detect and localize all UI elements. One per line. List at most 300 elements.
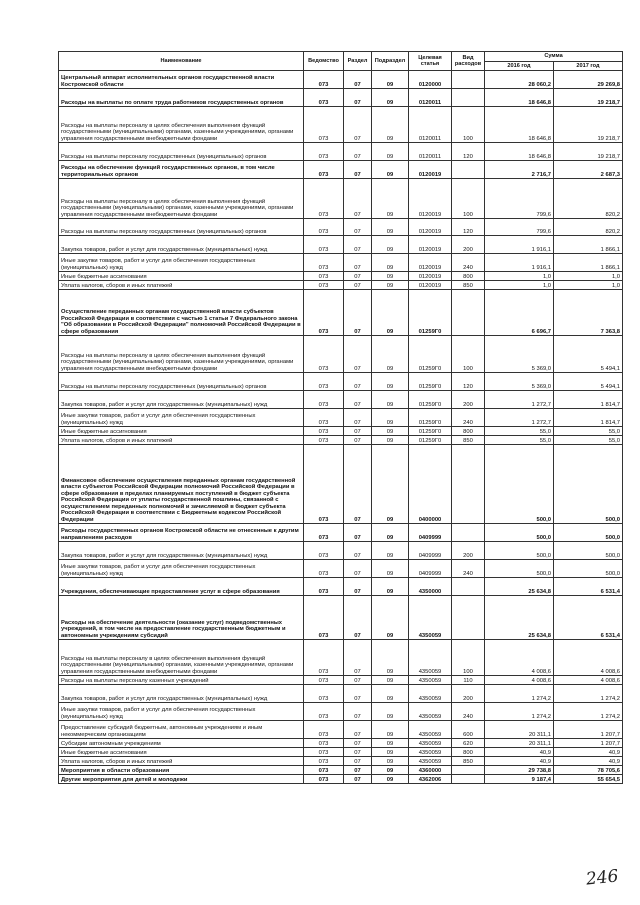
row-celevaya: 4350059 — [409, 596, 452, 640]
row-sum-2017: 1 207,7 — [554, 739, 623, 748]
row-name: Иные закупки товаров, работ и услуг для обеспечения государственных (муниципальных) нужд — [59, 560, 304, 578]
row-razdel: 07 — [344, 391, 372, 409]
row-sum-2017: 820,2 — [554, 179, 623, 219]
row-name: Иные закупки товаров, работ и услуг для обеспечения государственных (муниципальных) нужд — [59, 409, 304, 427]
table-row — [59, 685, 623, 703]
row-vid: 800 — [452, 427, 485, 436]
row-sum-2016: 6 696,7 — [485, 290, 554, 336]
row-celevaya: 4350059 — [409, 676, 452, 685]
row-vedomstvo: 073 — [304, 436, 344, 445]
row-name: Уплата налогов, сборов и иных платежей — [59, 281, 304, 290]
row-vedomstvo: 073 — [304, 524, 344, 542]
row-podrazdel: 09 — [372, 436, 409, 445]
row-vedomstvo: 073 — [304, 236, 344, 254]
row-vid: 120 — [452, 373, 485, 391]
row-sum-2017: 1 814,7 — [554, 409, 623, 427]
row-sum-2016: 4 008,6 — [485, 676, 554, 685]
table-row — [59, 524, 623, 542]
header-2016: 2016 год — [485, 61, 554, 71]
row-celevaya: 4350059 — [409, 640, 452, 676]
table-row — [59, 542, 623, 560]
table-row — [59, 71, 623, 89]
row-podrazdel: 09 — [372, 254, 409, 272]
table-row — [59, 596, 623, 640]
row-celevaya: 01259Г0 — [409, 373, 452, 391]
row-vid — [452, 578, 485, 596]
row-razdel: 07 — [344, 107, 372, 143]
row-podrazdel: 09 — [372, 775, 409, 784]
row-name: Иные бюджетные ассигнования — [59, 748, 304, 757]
row-razdel: 07 — [344, 748, 372, 757]
row-sum-2016: 4 008,6 — [485, 640, 554, 676]
row-celevaya: 01259Г0 — [409, 427, 452, 436]
row-vedomstvo: 073 — [304, 391, 344, 409]
row-vid: 120 — [452, 219, 485, 236]
table-row — [59, 578, 623, 596]
row-celevaya: 0409999 — [409, 524, 452, 542]
row-name: Финансовое обеспечение осуществления переданных органам государственной власти субъектов Российской Федерации полномочий Российской Федерации в сфере образования в пределах планируемых поступлений в бюджет субъекта Российской Федерации от уплаты государственной пошлины, связанной с осуществлением переданных полномочий и зачисляемой в бюджет субъекта Российской Федерации в соответствии с Бюджетным кодексом Российской Федерации — [59, 445, 304, 524]
row-podrazdel: 09 — [372, 272, 409, 281]
row-sum-2016: 1 272,7 — [485, 391, 554, 409]
header-summa: Сумма — [485, 52, 623, 62]
row-sum-2016: 28 060,2 — [485, 71, 554, 89]
row-vedomstvo: 073 — [304, 143, 344, 161]
row-vid: 850 — [452, 436, 485, 445]
row-podrazdel: 09 — [372, 685, 409, 703]
header-name: Наименование — [59, 52, 304, 71]
row-celevaya: 01259Г0 — [409, 436, 452, 445]
row-podrazdel: 09 — [372, 676, 409, 685]
row-celevaya: 4350059 — [409, 685, 452, 703]
row-razdel: 07 — [344, 640, 372, 676]
row-celevaya: 4350059 — [409, 721, 452, 739]
row-razdel: 07 — [344, 336, 372, 373]
row-name: Иные закупки товаров, работ и услуг для обеспечения государственных (муниципальных) нужд — [59, 254, 304, 272]
row-podrazdel: 09 — [372, 89, 409, 107]
table-body — [59, 71, 623, 784]
row-celevaya: 0409999 — [409, 542, 452, 560]
row-vid: 240 — [452, 409, 485, 427]
row-vid — [452, 89, 485, 107]
row-sum-2017: 6 531,4 — [554, 578, 623, 596]
row-razdel: 07 — [344, 775, 372, 784]
header-vedomstvo: Ведомство — [304, 52, 344, 71]
row-podrazdel: 09 — [372, 409, 409, 427]
row-podrazdel: 09 — [372, 373, 409, 391]
row-sum-2016: 20 311,1 — [485, 721, 554, 739]
row-vid: 200 — [452, 685, 485, 703]
row-podrazdel: 09 — [372, 71, 409, 89]
row-vedomstvo: 073 — [304, 179, 344, 219]
row-podrazdel: 09 — [372, 578, 409, 596]
row-podrazdel: 09 — [372, 179, 409, 219]
row-vid: 100 — [452, 107, 485, 143]
row-sum-2017: 1,0 — [554, 272, 623, 281]
row-vedomstvo: 073 — [304, 373, 344, 391]
row-vedomstvo: 073 — [304, 427, 344, 436]
table-row — [59, 161, 623, 179]
row-vid — [452, 766, 485, 775]
row-razdel: 07 — [344, 542, 372, 560]
row-sum-2017: 500,0 — [554, 445, 623, 524]
row-celevaya: 0120019 — [409, 254, 452, 272]
row-sum-2016: 55,0 — [485, 436, 554, 445]
table-row — [59, 409, 623, 427]
row-name: Расходы на выплаты по оплате труда работников государственных органов — [59, 89, 304, 107]
row-vedomstvo: 073 — [304, 578, 344, 596]
table-row — [59, 373, 623, 391]
row-vid: 850 — [452, 757, 485, 766]
table-row — [59, 560, 623, 578]
table-row — [59, 775, 623, 784]
row-podrazdel: 09 — [372, 748, 409, 757]
row-razdel: 07 — [344, 161, 372, 179]
row-razdel: 07 — [344, 721, 372, 739]
table-row — [59, 757, 623, 766]
row-sum-2016: 799,6 — [485, 179, 554, 219]
table-row — [59, 445, 623, 524]
row-podrazdel: 09 — [372, 766, 409, 775]
row-sum-2017: 6 531,4 — [554, 596, 623, 640]
row-sum-2017: 55,0 — [554, 436, 623, 445]
row-sum-2016: 9 187,4 — [485, 775, 554, 784]
table-row — [59, 281, 623, 290]
row-sum-2016: 5 369,0 — [485, 336, 554, 373]
row-sum-2016: 18 646,8 — [485, 143, 554, 161]
row-celevaya: 01259Г0 — [409, 391, 452, 409]
row-sum-2017: 1 814,7 — [554, 391, 623, 409]
row-podrazdel: 09 — [372, 219, 409, 236]
row-vid: 120 — [452, 143, 485, 161]
row-celevaya: 0120019 — [409, 219, 452, 236]
row-razdel: 07 — [344, 445, 372, 524]
row-vedomstvo: 073 — [304, 685, 344, 703]
header-podrazdel: Подраздел — [372, 52, 409, 71]
row-vedomstvo: 073 — [304, 596, 344, 640]
row-vedomstvo: 073 — [304, 71, 344, 89]
row-podrazdel: 09 — [372, 542, 409, 560]
row-name: Иные бюджетные ассигнования — [59, 427, 304, 436]
row-vedomstvo: 073 — [304, 739, 344, 748]
row-vid — [452, 445, 485, 524]
row-sum-2016: 500,0 — [485, 560, 554, 578]
row-celevaya: 01259Г0 — [409, 336, 452, 373]
table-row — [59, 436, 623, 445]
row-podrazdel: 09 — [372, 640, 409, 676]
row-name: Субсидии автономным учреждениям — [59, 739, 304, 748]
row-sum-2017: 1 274,2 — [554, 703, 623, 721]
row-sum-2016: 1 272,7 — [485, 409, 554, 427]
row-vedomstvo: 073 — [304, 336, 344, 373]
row-sum-2016: 29 738,8 — [485, 766, 554, 775]
row-celevaya: 0120019 — [409, 236, 452, 254]
row-vedomstvo: 073 — [304, 775, 344, 784]
row-podrazdel: 09 — [372, 336, 409, 373]
row-podrazdel: 09 — [372, 290, 409, 336]
row-vid: 240 — [452, 254, 485, 272]
page-number-mark: 246 — [585, 866, 620, 890]
table-row — [59, 703, 623, 721]
table-row — [59, 272, 623, 281]
row-sum-2017: 1 274,2 — [554, 685, 623, 703]
header-vid: Вид расходов — [452, 52, 485, 71]
row-razdel: 07 — [344, 219, 372, 236]
row-razdel: 07 — [344, 739, 372, 748]
row-razdel: 07 — [344, 757, 372, 766]
row-name: Учреждения, обеспечивающие предоставление услуг в сфере образования — [59, 578, 304, 596]
row-sum-2017: 2 687,3 — [554, 161, 623, 179]
row-vid — [452, 596, 485, 640]
row-name: Расходы на выплаты персоналу в целях обеспечения выполнения функций государственными (муниципальными) органами, казенными учреждениями, органами управления государственными внебюджетными фондами — [59, 640, 304, 676]
row-vid — [452, 524, 485, 542]
row-name: Расходы на выплаты персоналу в целях обеспечения выполнения функций государственными (муниципальными) органами, казенными учреждениями, органами управления государственными внебюджетными фондами — [59, 336, 304, 373]
row-razdel: 07 — [344, 766, 372, 775]
row-sum-2016: 1 916,1 — [485, 236, 554, 254]
row-celevaya: 01259Г0 — [409, 409, 452, 427]
row-vid: 850 — [452, 281, 485, 290]
row-name: Расходы на выплаты персоналу государственных (муниципальных) органов — [59, 373, 304, 391]
row-vid: 200 — [452, 391, 485, 409]
row-sum-2017: 820,2 — [554, 219, 623, 236]
row-vid — [452, 161, 485, 179]
row-vid — [452, 71, 485, 89]
row-sum-2016: 1,0 — [485, 272, 554, 281]
row-sum-2017: 55 654,5 — [554, 775, 623, 784]
table-row — [59, 739, 623, 748]
table-row — [59, 748, 623, 757]
row-vedomstvo: 073 — [304, 272, 344, 281]
row-vedomstvo: 073 — [304, 748, 344, 757]
row-sum-2017: 4 008,6 — [554, 640, 623, 676]
row-razdel: 07 — [344, 179, 372, 219]
row-name: Расходы на обеспечение деятельности (оказание услуг) подведомственных учреждений, в том числе на предоставление государственным бюджетным и автономным учреждениям субсидий — [59, 596, 304, 640]
row-sum-2017: 19 218,7 — [554, 107, 623, 143]
row-sum-2016: 500,0 — [485, 445, 554, 524]
row-sum-2016: 1 274,2 — [485, 703, 554, 721]
row-razdel: 07 — [344, 427, 372, 436]
row-name: Расходы на выплаты персоналу государственных (муниципальных) органов — [59, 143, 304, 161]
row-celevaya: 0120019 — [409, 179, 452, 219]
table-row — [59, 766, 623, 775]
row-sum-2017: 78 705,6 — [554, 766, 623, 775]
row-sum-2016: 55,0 — [485, 427, 554, 436]
row-sum-2017: 7 363,8 — [554, 290, 623, 336]
row-razdel: 07 — [344, 272, 372, 281]
row-sum-2016: 1,0 — [485, 281, 554, 290]
row-vid: 600 — [452, 721, 485, 739]
row-sum-2016: 25 634,8 — [485, 596, 554, 640]
row-celevaya: 4350059 — [409, 739, 452, 748]
table-row — [59, 721, 623, 739]
row-sum-2016: 40,9 — [485, 757, 554, 766]
row-name: Расходы на выплаты персоналу государственных (муниципальных) органов — [59, 219, 304, 236]
row-podrazdel: 09 — [372, 560, 409, 578]
table-row — [59, 107, 623, 143]
row-vid: 100 — [452, 179, 485, 219]
row-vid — [452, 775, 485, 784]
row-sum-2017: 40,9 — [554, 748, 623, 757]
row-name: Другие мероприятия для детей и молодежи — [59, 775, 304, 784]
row-podrazdel: 09 — [372, 107, 409, 143]
row-razdel: 07 — [344, 254, 372, 272]
row-celevaya: 0409999 — [409, 560, 452, 578]
row-sum-2017: 55,0 — [554, 427, 623, 436]
row-name: Центральный аппарат исполнительных органов государственной власти Костромской области — [59, 71, 304, 89]
row-vid: 110 — [452, 676, 485, 685]
header-2017: 2017 год — [554, 61, 623, 71]
row-sum-2016: 25 634,8 — [485, 578, 554, 596]
table-row — [59, 219, 623, 236]
row-podrazdel: 09 — [372, 703, 409, 721]
header-razdel: Раздел — [344, 52, 372, 71]
table-row — [59, 391, 623, 409]
row-sum-2017: 19 218,7 — [554, 143, 623, 161]
row-vedomstvo: 073 — [304, 409, 344, 427]
row-vedomstvo: 073 — [304, 161, 344, 179]
row-vedomstvo: 073 — [304, 254, 344, 272]
row-vedomstvo: 073 — [304, 757, 344, 766]
table-row — [59, 89, 623, 107]
table-row — [59, 254, 623, 272]
row-podrazdel: 09 — [372, 596, 409, 640]
table-row — [59, 336, 623, 373]
row-name: Уплата налогов, сборов и иных платежей — [59, 757, 304, 766]
row-vid: 240 — [452, 560, 485, 578]
row-sum-2016: 500,0 — [485, 524, 554, 542]
row-podrazdel: 09 — [372, 757, 409, 766]
row-vedomstvo: 073 — [304, 560, 344, 578]
row-razdel: 07 — [344, 524, 372, 542]
row-razdel: 07 — [344, 89, 372, 107]
table-row — [59, 290, 623, 336]
row-sum-2016: 40,9 — [485, 748, 554, 757]
row-podrazdel: 09 — [372, 281, 409, 290]
row-razdel: 07 — [344, 290, 372, 336]
row-razdel: 07 — [344, 596, 372, 640]
row-vedomstvo: 073 — [304, 445, 344, 524]
row-podrazdel: 09 — [372, 427, 409, 436]
row-podrazdel: 09 — [372, 524, 409, 542]
row-sum-2017: 1 207,7 — [554, 721, 623, 739]
row-vid: 100 — [452, 336, 485, 373]
row-sum-2017: 29 269,8 — [554, 71, 623, 89]
row-sum-2016: 5 369,0 — [485, 373, 554, 391]
row-podrazdel: 09 — [372, 143, 409, 161]
row-razdel: 07 — [344, 685, 372, 703]
row-celevaya: 4350059 — [409, 757, 452, 766]
row-vedomstvo: 073 — [304, 107, 344, 143]
row-celevaya: 0120019 — [409, 161, 452, 179]
row-vedomstvo: 073 — [304, 703, 344, 721]
row-podrazdel: 09 — [372, 739, 409, 748]
budget-table — [58, 51, 623, 784]
row-sum-2016: 799,6 — [485, 219, 554, 236]
row-vid: 200 — [452, 542, 485, 560]
row-name: Закупка товаров, работ и услуг для государственных (муниципальных) нужд — [59, 542, 304, 560]
row-razdel: 07 — [344, 281, 372, 290]
row-name: Мероприятия в области образования — [59, 766, 304, 775]
table-row — [59, 143, 623, 161]
row-vid: 240 — [452, 703, 485, 721]
row-podrazdel: 09 — [372, 445, 409, 524]
row-razdel: 07 — [344, 703, 372, 721]
row-vid: 200 — [452, 236, 485, 254]
row-celevaya: 4350059 — [409, 703, 452, 721]
row-razdel: 07 — [344, 560, 372, 578]
row-sum-2017: 500,0 — [554, 524, 623, 542]
row-name: Предоставление субсидий бюджетным, автономным учреждениям и иным некоммерческим организациям — [59, 721, 304, 739]
row-vedomstvo: 073 — [304, 766, 344, 775]
row-vedomstvo: 073 — [304, 89, 344, 107]
row-razdel: 07 — [344, 236, 372, 254]
row-vid: 800 — [452, 272, 485, 281]
row-celevaya: 0400000 — [409, 445, 452, 524]
row-podrazdel: 09 — [372, 391, 409, 409]
row-vedomstvo: 073 — [304, 542, 344, 560]
row-name: Расходы государственных органов Костромской области не отнесенные к другим направлениям расходов — [59, 524, 304, 542]
row-vid: 100 — [452, 640, 485, 676]
row-name: Закупка товаров, работ и услуг для государственных (муниципальных) нужд — [59, 236, 304, 254]
table-row — [59, 427, 623, 436]
row-vid: 800 — [452, 748, 485, 757]
row-name: Закупка товаров, работ и услуг для государственных (муниципальных) нужд — [59, 685, 304, 703]
row-celevaya: 0120019 — [409, 272, 452, 281]
row-celevaya: 4362006 — [409, 775, 452, 784]
row-celevaya: 01259Г0 — [409, 290, 452, 336]
row-celevaya: 0120011 — [409, 143, 452, 161]
row-sum-2017: 500,0 — [554, 542, 623, 560]
row-sum-2016: 1 274,2 — [485, 685, 554, 703]
row-name: Иные бюджетные ассигнования — [59, 272, 304, 281]
row-vedomstvo: 073 — [304, 219, 344, 236]
row-name: Уплата налогов, сборов и иных платежей — [59, 436, 304, 445]
row-vedomstvo: 073 — [304, 281, 344, 290]
table-row — [59, 640, 623, 676]
row-celevaya: 4360000 — [409, 766, 452, 775]
row-celevaya: 0120019 — [409, 281, 452, 290]
row-name: Расходы на обеспечение функций государственных органов, в том числе территориальных органов — [59, 161, 304, 179]
row-sum-2016: 20 311,1 — [485, 739, 554, 748]
row-vid: 620 — [452, 739, 485, 748]
row-sum-2017: 1 866,1 — [554, 254, 623, 272]
row-razdel: 07 — [344, 578, 372, 596]
row-celevaya: 0120000 — [409, 71, 452, 89]
row-sum-2016: 2 716,7 — [485, 161, 554, 179]
row-name: Расходы на выплаты персоналу в целях обеспечения выполнения функций государственными (муниципальными) органами, казенными учреждениями, органами управления государственными внебюджетными фондами — [59, 107, 304, 143]
row-celevaya: 4350059 — [409, 748, 452, 757]
row-name: Иные закупки товаров, работ и услуг для обеспечения государственных (муниципальных) нужд — [59, 703, 304, 721]
row-vid — [452, 290, 485, 336]
row-sum-2017: 19 218,7 — [554, 89, 623, 107]
row-razdel: 07 — [344, 71, 372, 89]
row-sum-2016: 500,0 — [485, 542, 554, 560]
row-name: Осуществление переданных органам государственной власти субъектов Российской Федерации в соответствии с частью 1 статьи 7 Федерального закона "Об образовании в Российской Федерации" полномочий Российской Федерации в сфере образования — [59, 290, 304, 336]
row-razdel: 07 — [344, 373, 372, 391]
table-row — [59, 179, 623, 219]
row-sum-2017: 1,0 — [554, 281, 623, 290]
row-razdel: 07 — [344, 409, 372, 427]
table-row — [59, 676, 623, 685]
row-sum-2017: 1 866,1 — [554, 236, 623, 254]
row-celevaya: 0120011 — [409, 107, 452, 143]
row-sum-2017: 500,0 — [554, 560, 623, 578]
row-name: Расходы на выплаты персоналу в целях обеспечения выполнения функций государственными (муниципальными) органами, казенными учреждениями, органами управления государственными внебюджетными фондами — [59, 179, 304, 219]
row-sum-2016: 18 646,8 — [485, 107, 554, 143]
row-razdel: 07 — [344, 436, 372, 445]
row-sum-2016: 1 916,1 — [485, 254, 554, 272]
row-name: Расходы на выплаты персоналу казенных учреждений — [59, 676, 304, 685]
row-vedomstvo: 073 — [304, 721, 344, 739]
